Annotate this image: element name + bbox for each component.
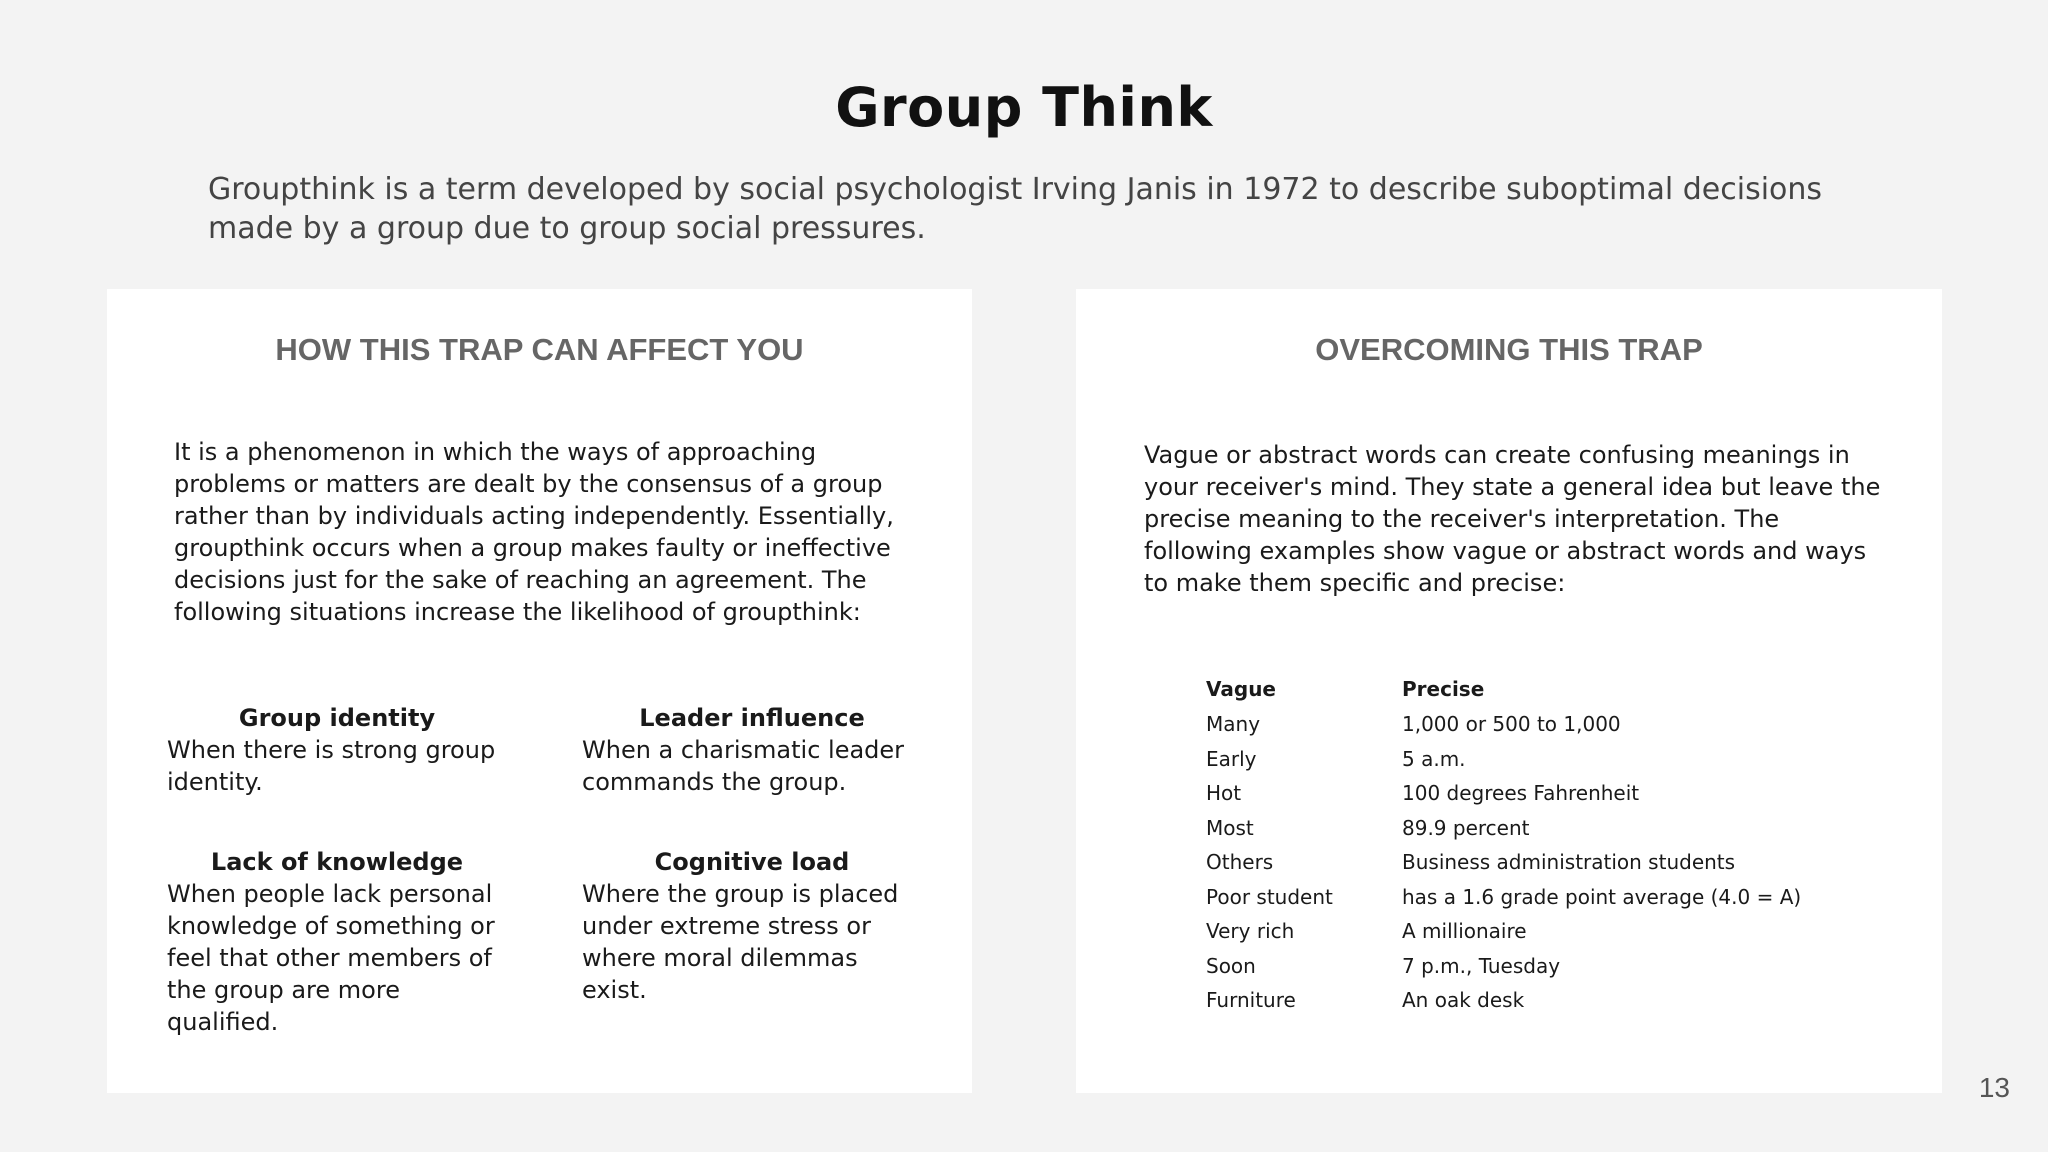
table-row xyxy=(1206,914,1822,949)
precise-cell: Business administration students xyxy=(1402,850,1736,875)
table-row xyxy=(1206,983,1822,1018)
vague-cell: Many xyxy=(1206,712,1261,737)
situation-title: Group identity xyxy=(238,704,436,732)
header-vague: Vague xyxy=(1206,676,1276,701)
vague-cell: Hot xyxy=(1206,781,1242,806)
vague-cell: Others xyxy=(1206,850,1274,875)
table-row xyxy=(1206,776,1822,811)
precise-cell: 100 degrees Fahrenheit xyxy=(1402,781,1640,806)
situation-body: When there is strong group identity. xyxy=(167,736,496,796)
vague-cell: Very rich xyxy=(1206,919,1295,944)
situation-body: When a charismatic leader commands the group. xyxy=(582,736,905,796)
slide-subtitle: Groupthink is a term developed by social psychologist Irving Janis in 1972 to describe suboptimal decisions made by a group due to group social pressures. xyxy=(208,172,1823,246)
situation-body: When people lack personal knowledge of something or feel that other members of the group are more qualified. xyxy=(167,880,495,1036)
table-row xyxy=(1206,707,1822,742)
situation-group-identity xyxy=(167,702,507,798)
table-row xyxy=(1206,880,1822,915)
table-row xyxy=(1206,811,1822,846)
vague-precise-table xyxy=(1206,670,1822,1018)
situation-cognitive-load xyxy=(582,846,922,1006)
situation-title: Leader influence xyxy=(639,704,865,732)
precise-cell: 5 a.m. xyxy=(1402,746,1466,771)
precise-cell: 89.9 percent xyxy=(1402,815,1530,840)
precise-cell: 7 p.m., Tuesday xyxy=(1402,953,1561,978)
situation-title: Lack of knowledge xyxy=(210,848,464,876)
vague-cell: Poor student xyxy=(1206,884,1333,909)
page-number: 13 xyxy=(1978,1072,2010,1103)
slide-title: Group Think xyxy=(835,76,1213,139)
situation-lack-of-knowledge xyxy=(167,846,507,1038)
affect-card-heading: HOW THIS TRAP CAN AFFECT YOU xyxy=(275,332,804,367)
table-row xyxy=(1206,845,1822,880)
vague-cell: Soon xyxy=(1206,953,1256,978)
precise-cell: An oak desk xyxy=(1402,988,1525,1013)
affect-card-paragraph: It is a phenomenon in which the ways of approaching problems or matters are dealt by the consensus of a group rather than by individuals acting independently. Essentially, groupthink occurs when a group makes faulty or ineffective decisions just for the sake of reaching an agreement. The following situations increase the likelihood of groupthink: xyxy=(174,438,894,626)
situation-title: Cognitive load xyxy=(654,848,850,876)
overcoming-card-paragraph: Vague or abstract words can create confusing meanings in your receiver's mind. They state a general idea but leave the precise meaning to the receiver's interpretation. The following examples show vague or abstract words and ways to make them specific and precise: xyxy=(1144,441,1881,597)
situation-body: Where the group is placed under extreme stress or where moral dilemmas exist. xyxy=(582,880,899,1004)
vague-cell: Early xyxy=(1206,746,1257,771)
table-row xyxy=(1206,949,1822,984)
situation-leader-influence xyxy=(582,702,922,798)
table-row xyxy=(1206,742,1822,777)
table-header-row xyxy=(1206,670,1822,707)
vague-cell: Most xyxy=(1206,815,1254,840)
overcoming-card-heading: OVERCOMING THIS TRAP xyxy=(1315,332,1703,367)
precise-cell: 1,000 or 500 to 1,000 xyxy=(1402,712,1621,737)
header-precise: Precise xyxy=(1402,676,1485,701)
vague-cell: Furniture xyxy=(1206,988,1296,1013)
precise-cell: A millionaire xyxy=(1402,919,1527,944)
precise-cell: has a 1.6 grade point average (4.0 = A) xyxy=(1402,884,1802,909)
